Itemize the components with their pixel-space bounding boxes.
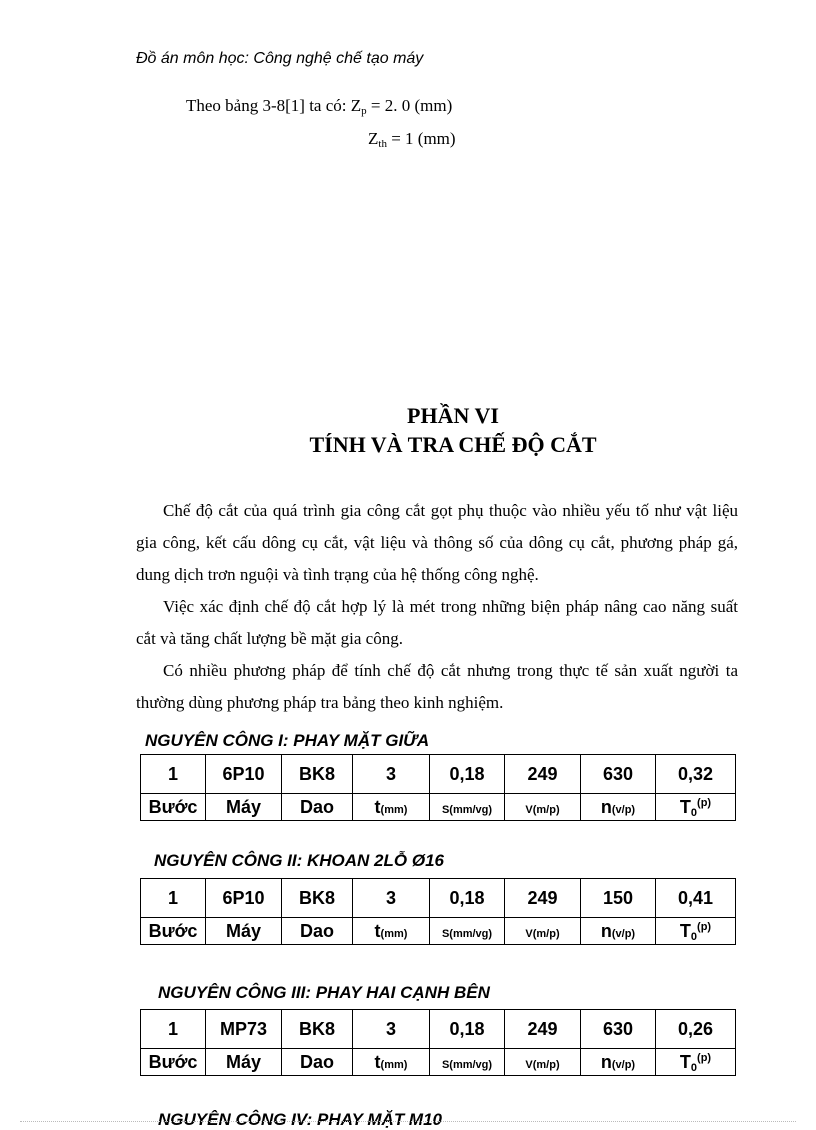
cell-step: 1 [141,755,206,794]
operation-table [140,1009,736,1076]
part-number: PHẦN VI [407,403,499,428]
cell-s: 0,18 [430,755,505,794]
table-header-row [141,794,736,821]
document-header: Đồ án môn học: Công nghệ chế tạo máy [136,50,424,67]
operation-table [140,754,736,821]
body-text [136,495,738,719]
header-to: $T_0^{(p)}$ [656,1049,736,1076]
cell-v: 249 [505,879,581,918]
page-edge-divider [20,1121,796,1122]
header-to: $T_0^{(p)}$ [656,918,736,945]
cell-s: 0,18 [430,879,505,918]
header-n: n(v/p) [581,794,656,821]
paragraph: Chế độ cắt của quá trình gia công cắt gọt phụ thuộc vào nhiều yếu tố như vật liệu gia công, kết cấu dông cụ cắt, vật liệu và thông số của dông cụ cắt, phương pháp gá, dung dịch trơn nguội và tình trạng của hệ thống công nghệ. [136,501,738,584]
header-s: S(mm/vg) [430,1049,505,1076]
cell-machine: 6P10 [206,879,282,918]
header-step: Bước [141,794,206,821]
cell-step: 1 [141,1010,206,1049]
cell-t: 3 [353,755,430,794]
table-row [141,755,736,794]
header-v: V(m/p) [505,794,581,821]
allowance-zp: Theo bảng 3-8[1] ta có: $Z_p = 2$. 0 (mm) [186,96,453,117]
cell-step: 1 [141,879,206,918]
header-n: n(v/p) [581,918,656,945]
table-header-row [141,1049,736,1076]
header-step: Bước [141,918,206,945]
table-header-row [141,918,736,945]
paragraph: Có nhiều phương pháp để tính chế độ cắt nhưng trong thực tế sản xuất người ta thường dùng phương pháp tra bảng theo kinh nghiệm. [136,661,738,712]
operation-table [140,878,736,945]
header-tool: Dao [282,1049,353,1076]
cell-n: 630 [581,1010,656,1049]
cell-machine: MP73 [206,1010,282,1049]
header-tool: Dao [282,794,353,821]
operation-title: NGUYÊN CÔNG II: KHOAN 2LỖ Ø16 [154,851,444,870]
cell-t: 3 [353,879,430,918]
header-t: t(mm) [353,794,430,821]
header-s: S(mm/vg) [430,918,505,945]
header-v: V(m/p) [505,1049,581,1076]
allowance-zth: $Z_{th} = 1$ (mm) [368,129,456,150]
cell-to: 0,32 [656,755,736,794]
cell-to: 0,41 [656,879,736,918]
cell-machine: 6P10 [206,755,282,794]
header-machine: Máy [206,794,282,821]
header-tool: Dao [282,918,353,945]
paragraph: Việc xác định chế độ cắt hợp lý là mét trong những biện pháp nâng cao năng suất cắt và tăng chất lượng bề mặt gia công. [136,597,738,648]
cell-tool: BK8 [282,1010,353,1049]
header-t: t(mm) [353,1049,430,1076]
header-to: $T_0^{(p)}$ [656,794,736,821]
header-t: t(mm) [353,918,430,945]
cell-v: 249 [505,755,581,794]
table-row [141,1010,736,1049]
part-title: TÍNH VÀ TRA CHẾ ĐỘ CẮT [309,432,597,457]
table-row [141,879,736,918]
cell-tool: BK8 [282,879,353,918]
header-s: S(mm/vg) [430,794,505,821]
cell-t: 3 [353,1010,430,1049]
header-v: V(m/p) [505,918,581,945]
header-machine: Máy [206,918,282,945]
cell-to: 0,26 [656,1010,736,1049]
cell-n: 150 [581,879,656,918]
cell-v: 249 [505,1010,581,1049]
cell-n: 630 [581,755,656,794]
operation-title: NGUYÊN CÔNG III: PHAY HAI CẠNH BÊN [158,983,490,1002]
header-n: n(v/p) [581,1049,656,1076]
operation-title: NGUYÊN CÔNG I: PHAY MẶT GIỮA [145,731,430,750]
cell-tool: BK8 [282,755,353,794]
header-machine: Máy [206,1049,282,1076]
header-step: Bước [141,1049,206,1076]
operation-title: NGUYÊN CÔNG IV: PHAY MẶT M10 [158,1110,442,1129]
cell-s: 0,18 [430,1010,505,1049]
